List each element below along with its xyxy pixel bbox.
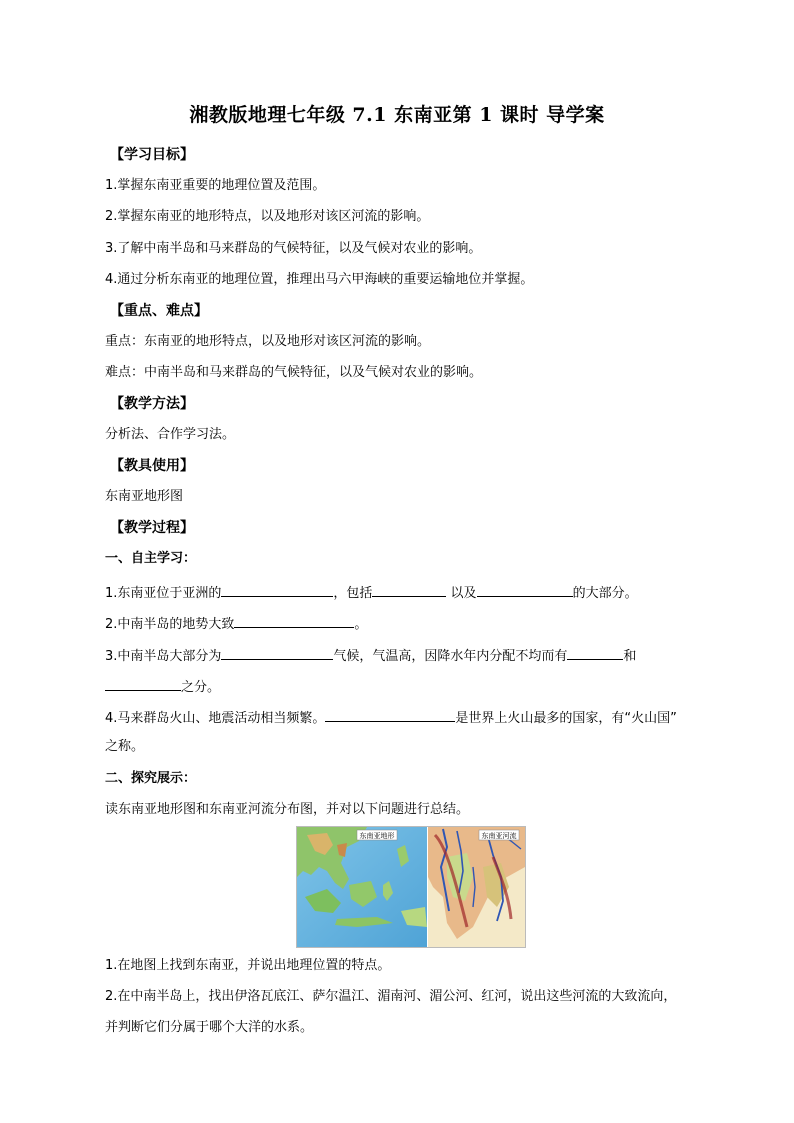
q1-text-a: 1.东南亚位于亚洲的	[105, 586, 222, 601]
goal-item: 3.了解中南半岛和马来群岛的气候特征，以及气候对农业的影响。	[105, 241, 482, 256]
difficult-point: 难点：中南半岛和马来群岛的气候特征，以及气候对农业的影响。	[105, 365, 483, 380]
goal-item: 4.通过分析东南亚的地理位置，推理出马六甲海峡的重要运输地位并掌握。	[105, 272, 534, 287]
q2-text-a: 2.中南半岛的地势大致	[105, 617, 235, 632]
question-3-cont	[105, 676, 220, 697]
q2-blank-1[interactable]	[234, 613, 354, 628]
q4-blank-1[interactable]	[325, 707, 455, 722]
q1-blank-2[interactable]	[372, 582, 446, 597]
q3-blank-1[interactable]	[221, 645, 333, 660]
tools-heading: 【教具使用】	[110, 458, 194, 474]
tools-text: 东南亚地形图	[105, 489, 184, 504]
q3-blank-3[interactable]	[105, 676, 181, 691]
task-1: 1.在地图上找到东南亚，并说出地理位置的特点。	[105, 958, 391, 973]
goal-item: 2.掌握东南亚的地形特点，以及地形对该区河流的影响。	[105, 209, 430, 224]
q1-text-d: 的大部分。	[572, 586, 638, 601]
process-heading: 【教学过程】	[110, 520, 194, 536]
task-2-line-2: 并判断它们分属于哪个大洋的水系。	[105, 1020, 314, 1035]
question-4-cont: 之称。	[105, 739, 145, 754]
question-3	[105, 645, 636, 666]
question-4	[105, 707, 677, 728]
key-heading: 【重点、难点】	[110, 303, 208, 319]
method-text: 分析法、合作学习法。	[105, 427, 236, 442]
map1-label: 东南亚地形	[359, 832, 395, 840]
part2-intro: 读东南亚地形图和东南亚河流分布图，并对以下问题进行总结。	[105, 802, 470, 817]
key-point: 重点：东南亚的地形特点，以及地形对该区河流的影响。	[105, 334, 431, 349]
q1-blank-3[interactable]	[477, 582, 573, 597]
part1-heading: 一、自主学习：	[105, 551, 197, 566]
southeast-asia-maps-figure	[296, 826, 526, 948]
q2-text-b: 。	[354, 617, 368, 632]
goals-heading: 【学习目标】	[110, 147, 194, 163]
part2-heading: 二、探究展示：	[105, 771, 197, 786]
q4-text-a: 4.马来群岛火山、地震活动相当频繁。	[105, 711, 326, 726]
q3-text-b: 气候，气温高，因降水年内分配不均而有	[333, 649, 568, 664]
map2-label: 东南亚河流	[481, 832, 517, 840]
q3-text-a: 3.中南半岛大部分为	[105, 649, 222, 664]
q1-blank-1[interactable]	[221, 582, 333, 597]
q3-blank-2[interactable]	[567, 645, 623, 660]
question-2	[105, 613, 367, 634]
question-1	[105, 582, 638, 603]
task-2-line-1: 2.在中南半岛上，找出伊洛瓦底江、萨尔温江、湄南河、湄公河、红河，说出这些河流的大致流向，	[105, 989, 677, 1004]
q3-text-d: 之分。	[181, 680, 221, 695]
q1-text-c: 以及	[446, 586, 477, 601]
q4-text-b: 是世界上火山最多的国家，有“火山国”	[455, 711, 677, 726]
goal-item: 1.掌握东南亚重要的地理位置及范围。	[105, 178, 326, 193]
q3-text-c: 和	[623, 649, 637, 664]
maps-image	[297, 827, 525, 947]
q1-text-b: ，包括	[333, 586, 373, 601]
page-title: 湘教版地理七年级 7.1 东南亚第 1 课时 导学案	[189, 104, 605, 126]
method-heading: 【教学方法】	[110, 396, 194, 412]
